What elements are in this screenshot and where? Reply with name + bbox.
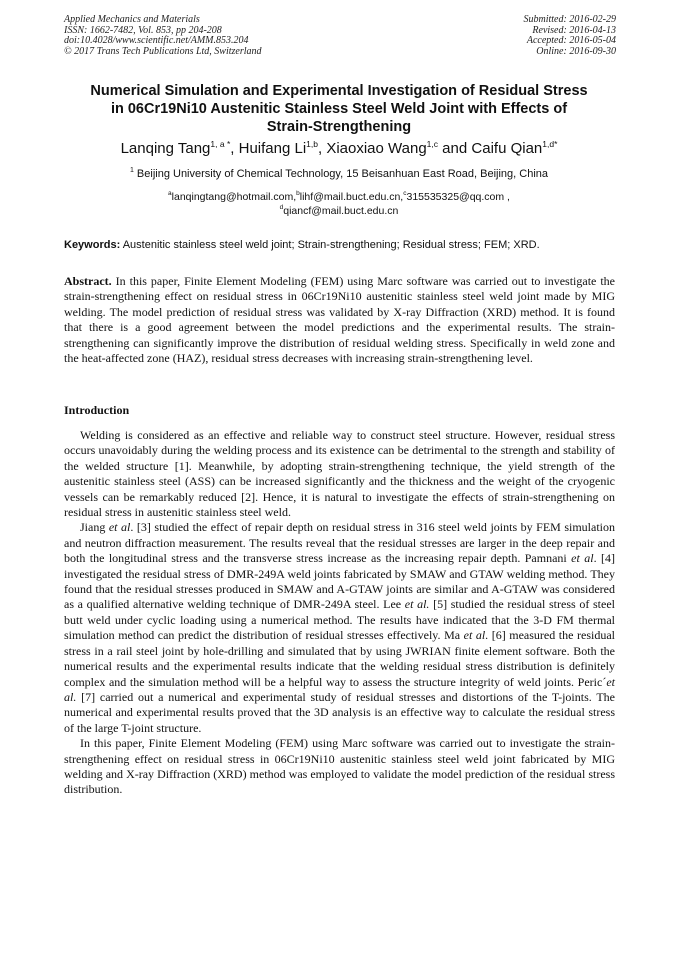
email-mark: c bbox=[403, 190, 407, 197]
publication-dates bbox=[524, 15, 617, 57]
text-run: Jiang bbox=[80, 520, 109, 535]
author-name: Caifu Qian bbox=[471, 140, 543, 157]
affiliation-mark: 1 bbox=[129, 167, 134, 174]
journal-info bbox=[64, 15, 262, 57]
keywords-label: Keywords: bbox=[64, 239, 121, 251]
text-run: . [4] investigated the residual stress of DMR-249A weld joints fabricated by SMAW and GTAW welding method. They found that the residual stresses produced in SMAW and A-GTAW joints are similar and A-GTAW was considered as a qualified alternative welding technique of DMR-249A steel. Lee bbox=[64, 551, 616, 612]
paragraph bbox=[64, 520, 615, 736]
date-revised: Revised: 2016-04-13 bbox=[532, 24, 616, 36]
affiliation-text: Beijing University of Chemical Technology, 15 Beisanhuan East Road, Beijing, China bbox=[136, 168, 549, 180]
affiliation bbox=[30, 167, 648, 181]
author-affiliation-mark: 1,b bbox=[306, 139, 318, 149]
et-al: et al bbox=[571, 551, 594, 566]
journal-issn: ISSN: 1662-7482, Vol. 853, pp 204-208 bbox=[64, 24, 222, 36]
email-mark: b bbox=[296, 190, 300, 197]
author-affiliation-mark: 1,c bbox=[426, 139, 439, 149]
email-address[interactable]: qiancf@mail.buct.edu.cn bbox=[283, 205, 399, 217]
author-emails bbox=[30, 190, 648, 218]
et-al: et al bbox=[463, 628, 486, 643]
et-al: et al. bbox=[64, 674, 615, 704]
title-line: in 06Cr19Ni10 Austenitic Stainless Steel Weld Joint with Effects of bbox=[110, 101, 568, 117]
title-line: Numerical Simulation and Experimental Investigation of Residual Stress bbox=[90, 83, 588, 99]
paragraph: In this paper, Finite Element Modeling (FEM) using Marc software was carried out to investigate the strain-strengthening effect on residual stress in 06Cr19Ni10 austenitic stainless steel weld joint fabricated by MIG welding and X-ray Diffraction (XRD) method was employed to validate the model prediction of the residual stress distribution. bbox=[64, 736, 615, 797]
abstract-label: Abstract. bbox=[64, 274, 112, 288]
date-submitted: Submitted: 2016-02-29 bbox=[523, 14, 616, 25]
email-mark: a bbox=[168, 190, 172, 197]
title-line: Strain-Strengthening bbox=[266, 119, 412, 135]
email-mark: d bbox=[279, 204, 284, 211]
introduction-body bbox=[64, 428, 615, 798]
et-al: et al bbox=[108, 520, 131, 535]
author-name: Lanqing Tang bbox=[120, 140, 211, 157]
text-run: [5] studied the residual stress of steel butt weld under cyclic loading using a numerical method. The results have indicated that the 3-D FM thermal simulation method can predict the distribution of residual stresses effectively. Ma bbox=[64, 597, 615, 643]
text-run: [7] carried out a numerical and experimental study of residual stresses and distortions of the T-joints. The numerical and experimental results proved that the 3D analysis is an effective way to calculate the residual stress of the large T-joint structure. bbox=[64, 689, 615, 735]
text-run: . [3] studied the effect of repair depth on residual stress in 316 steel weld joints by FEM simulation and neutron diffraction measurement. The results reveal that the residual stresses are larger in the deep repair and both the longitudinal stress and the transverse stress increase as the increasing repair depth. Pamnani bbox=[64, 520, 615, 566]
journal-name: Applied Mechanics and Materials bbox=[64, 14, 200, 25]
journal-copyright: © 2017 Trans Tech Publications Ltd, Switzerland bbox=[64, 45, 262, 57]
author-affiliation-mark: 1,d* bbox=[542, 139, 558, 149]
date-accepted: Accepted: 2016-05-04 bbox=[526, 35, 616, 46]
et-al: et al. bbox=[404, 597, 430, 612]
paper-title bbox=[40, 82, 638, 136]
author-name: Huifang Li bbox=[238, 140, 307, 157]
author-separator: and bbox=[438, 140, 472, 157]
author-affiliation-mark: 1, a * bbox=[210, 139, 231, 149]
email-address[interactable]: lihf@mail.buct.edu.cn, bbox=[299, 191, 404, 203]
journal-doi[interactable]: doi:10.4028/www.scientific.net/AMM.853.204 bbox=[64, 35, 249, 46]
author-list bbox=[30, 140, 648, 158]
keywords bbox=[64, 238, 616, 252]
paragraph: Welding is considered as an effective and reliable way to construct steel structure. However, residual stress occurs unavoidably during the welding process and its existence can be detrimental to the strength and stability of the welded structure [1]. Meanwhile, by adopting strain-strengthening technique, the yield strength of the austenitic stainless steel (ASS) can be increased significantly and the thickness and the weight of the cryogenic vessels can be remarkably reduced [2]. Hence, it is natural to investigate the effects of strain-strengthening on residual stress in austenitic stainless steel weld. bbox=[64, 428, 615, 520]
author-separator: , bbox=[230, 140, 239, 157]
keywords-text: Austenitic stainless steel weld joint; Strain-strengthening; Residual stress; FEM; XRD. bbox=[122, 239, 540, 251]
date-online: Online: 2016-09-30 bbox=[536, 45, 616, 57]
author-separator: , bbox=[317, 140, 327, 157]
abstract-text: In this paper, Finite Element Modeling (FEM) using Marc software was carried out to investigate the strain-strengthening effect on residual stress in 06Cr19Ni10 austenitic stainless steel weld joint made by MIG welding. The model prediction of residual stress was validated by X-ray Diffraction (XRD) method. It is found that there is a good agreement between the model predictions and the experimental results. The strain-strengthening can significantly improve the distribution of residual welding stress. Specifically in weld zone and the heat-affected zone (HAZ), residual stress decreases with increasing strain-strengthening level. bbox=[64, 274, 616, 366]
text-run: . [6] measured the residual stress in a rail steel joint by hole-drilling and simulated that by using JWRIAN finite element software. Both the numerical results and the experimental results indicate that the welding residual stress distribution is definitely complex and the simulation method will be a helpful way to assess the structure integrity of weld joints. Peric´ bbox=[64, 628, 615, 689]
email-address[interactable]: 315535325@qq.com , bbox=[406, 191, 510, 203]
section-heading-introduction: Introduction bbox=[64, 403, 130, 417]
abstract bbox=[64, 274, 615, 366]
author-name: Xiaoxiao Wang bbox=[326, 140, 427, 157]
email-address[interactable]: lanqingtang@hotmail.com, bbox=[171, 191, 297, 203]
